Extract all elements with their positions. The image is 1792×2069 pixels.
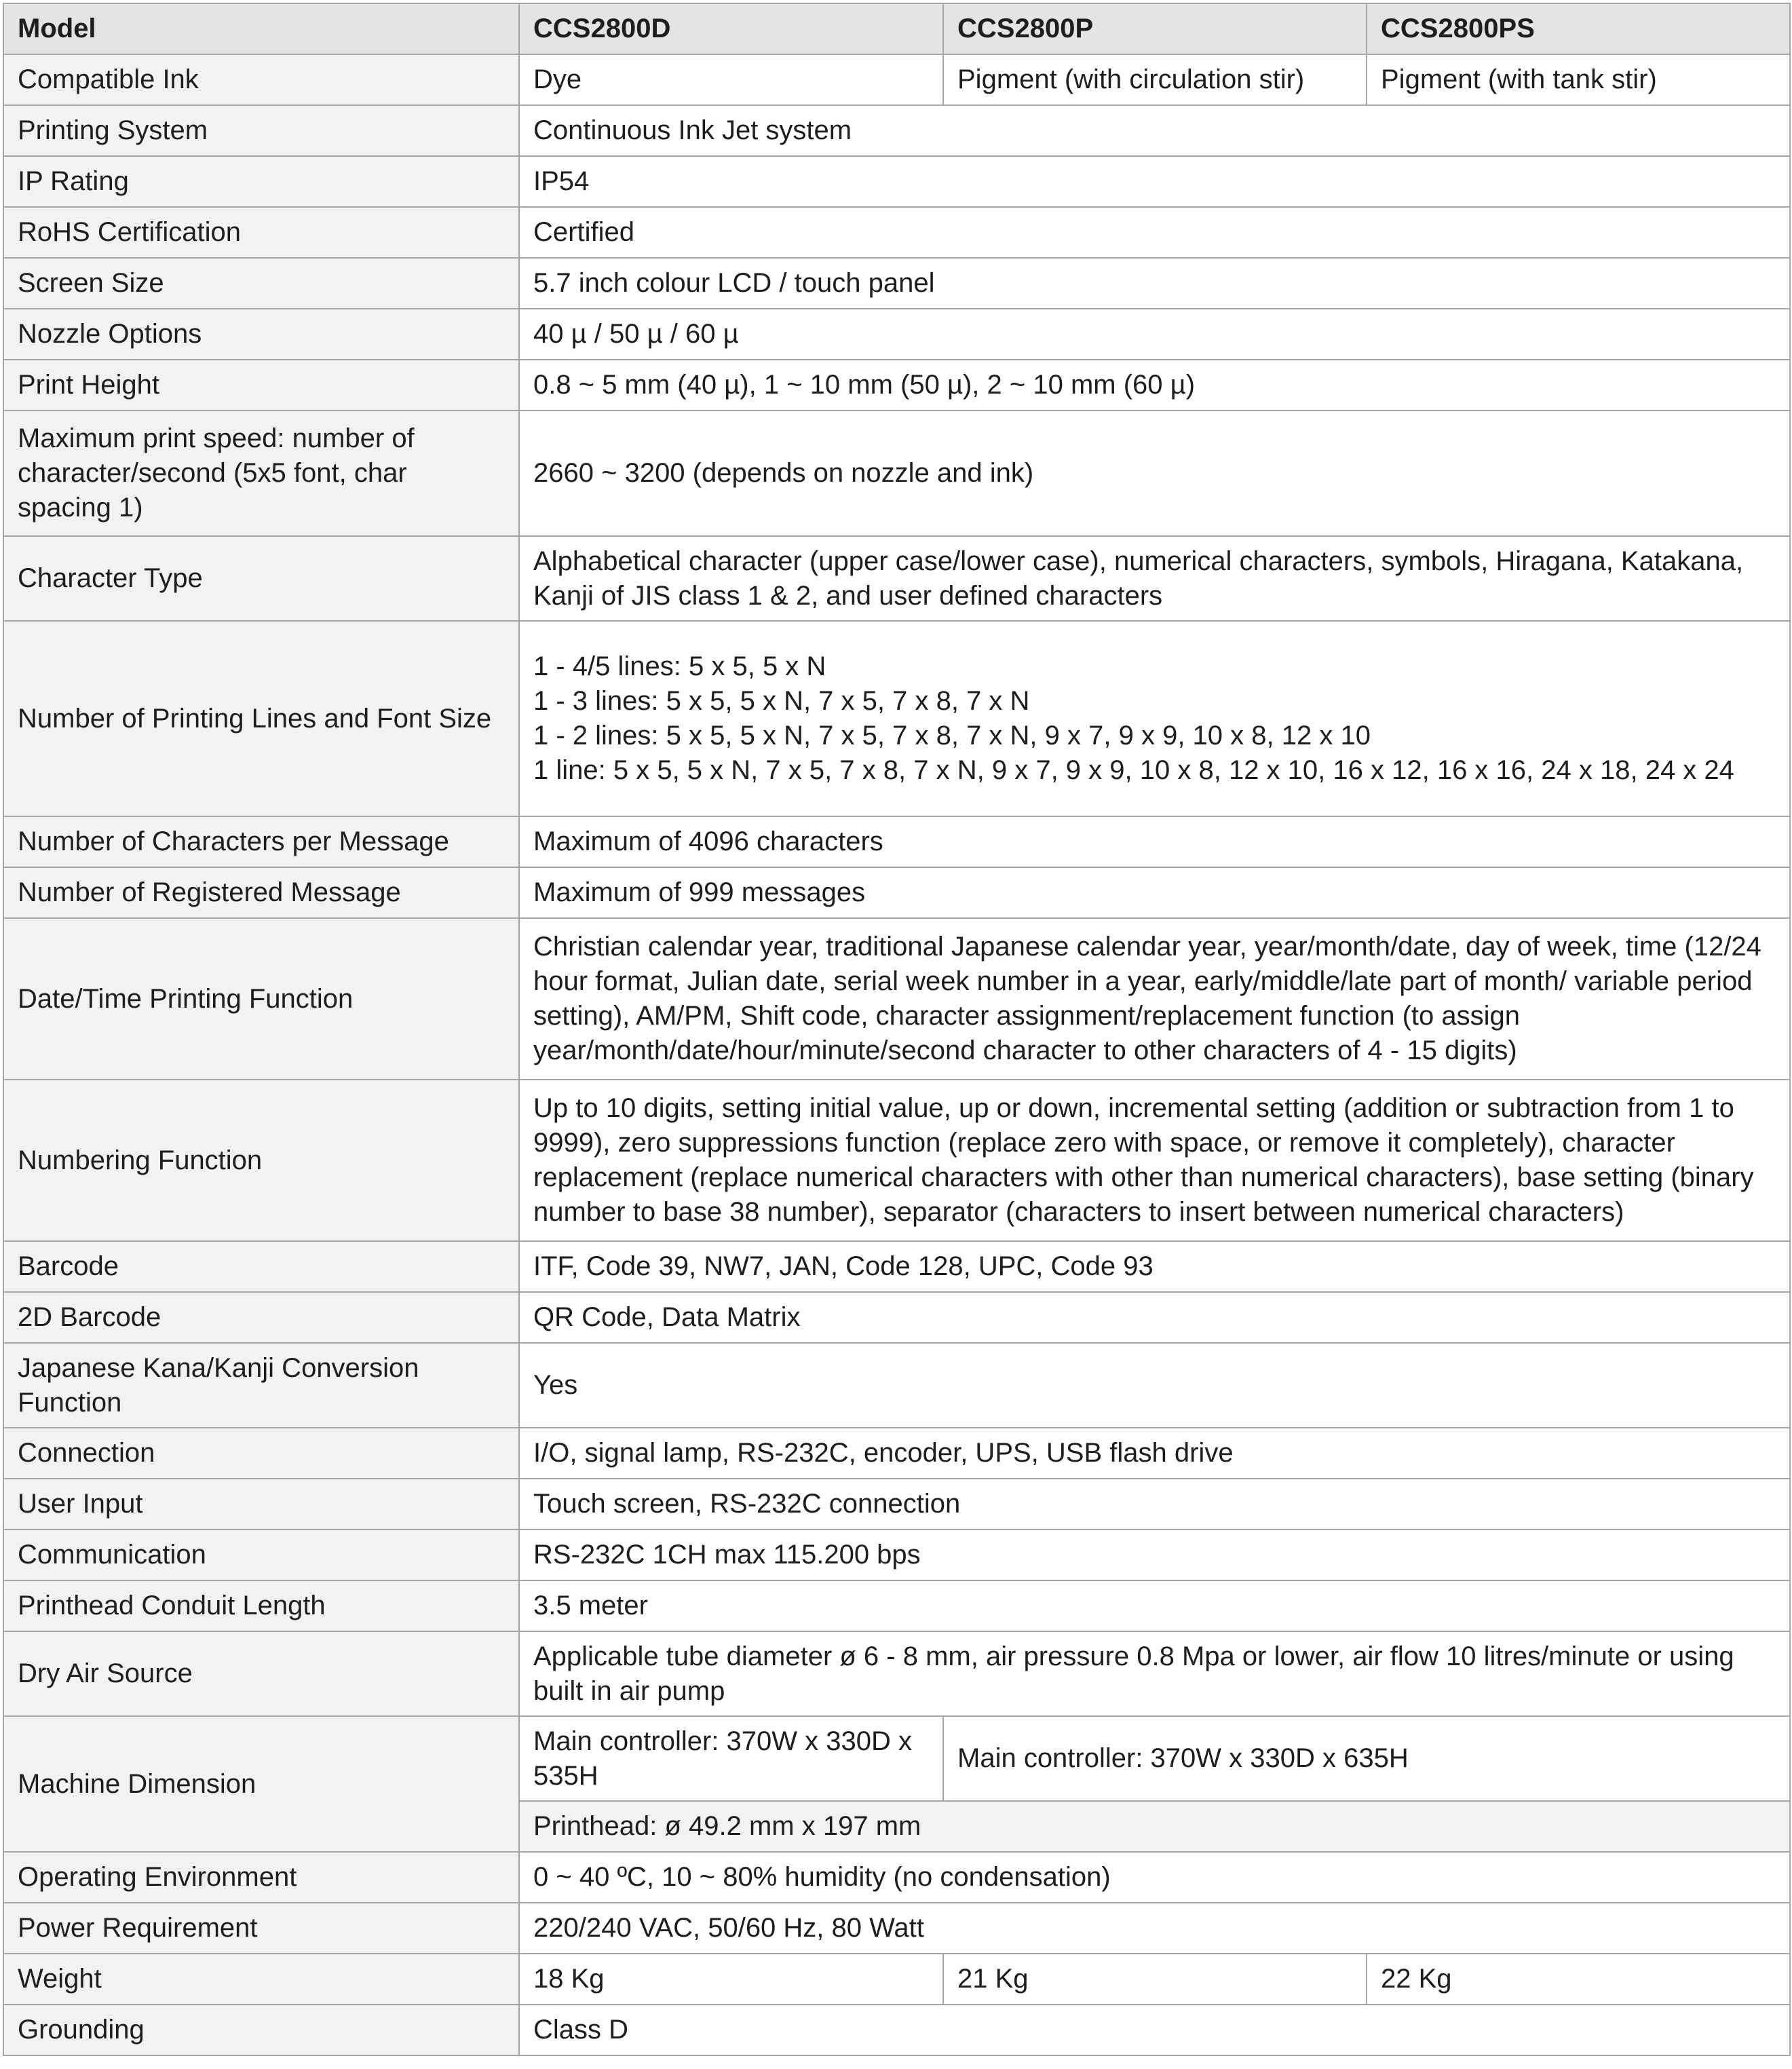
row-label: Number of Characters per Message [3,816,519,867]
row-label: Weight [3,1954,519,2005]
row-label: Printhead Conduit Length [3,1580,519,1631]
header-row [3,3,1790,54]
table-body [3,54,1790,2055]
row-value: 21 Kg [943,1954,1367,2005]
font-size-line: 1 - 4/5 lines: 5 x 5, 5 x N [533,651,826,681]
row-label: 2D Barcode [3,1292,519,1343]
table-row [3,1479,1790,1530]
row-value: Main controller: 370W x 330D x 635H [943,1716,1790,1801]
table-row [3,1716,1790,1801]
header-model-ccs2800ps: CCS2800PS [1367,3,1790,54]
row-value: I/O, signal lamp, RS-232C, encoder, UPS, USB flash drive [519,1428,1790,1479]
table-header [3,3,1790,54]
table-row [3,207,1790,258]
table-row [3,1852,1790,1903]
table-row [3,1580,1790,1631]
row-label: Connection [3,1428,519,1479]
row-value: Main controller: 370W x 330D x 535H [519,1716,943,1801]
font-size-line: 1 - 2 lines: 5 x 5, 5 x N, 7 x 5, 7 x 8, 7 x N, 9 x 7, 9 x 9, 10 x 8, 12 x 10 [533,721,1371,751]
row-value: Printhead: ø 49.2 mm x 197 mm [519,1801,1790,1852]
font-size-line: 1 - 3 lines: 5 x 5, 5 x N, 7 x 5, 7 x 8, 7 x N [533,686,1030,716]
row-label: Machine Dimension [3,1716,519,1852]
row-value: 0 ~ 40 ºC, 10 ~ 80% humidity (no condensation) [519,1852,1790,1903]
row-value: Certified [519,207,1790,258]
table-row [3,1631,1790,1716]
row-label: Number of Printing Lines and Font Size [3,621,519,816]
row-label: Barcode [3,1241,519,1292]
header-model-ccs2800d: CCS2800D [519,3,943,54]
row-label: User Input [3,1479,519,1530]
row-value: Applicable tube diameter ø 6 - 8 mm, air pressure 0.8 Mpa or lower, air flow 10 litres/minute or using built in air pump [519,1631,1790,1716]
table-row [3,1903,1790,1954]
row-label: Operating Environment [3,1852,519,1903]
spec-table [3,3,1791,2056]
row-value: QR Code, Data Matrix [519,1292,1790,1343]
table-row [3,1080,1790,1241]
row-value: Pigment (with circulation stir) [943,54,1367,105]
row-value: Maximum of 4096 characters [519,816,1790,867]
row-value: 220/240 VAC, 50/60 Hz, 80 Watt [519,1903,1790,1954]
header-model-ccs2800p: CCS2800P [943,3,1367,54]
row-value: 18 Kg [519,1954,943,2005]
row-value: Pigment (with tank stir) [1367,54,1790,105]
table-row [3,2005,1790,2055]
table-row [3,411,1790,536]
row-value [519,621,1790,816]
row-value: Dye [519,54,943,105]
table-row [3,1428,1790,1479]
row-value: 2660 ~ 3200 (depends on nozzle and ink) [519,411,1790,536]
row-label: Number of Registered Message [3,867,519,918]
row-label: IP Rating [3,156,519,207]
row-label: RoHS Certification [3,207,519,258]
table-row [3,258,1790,309]
table-row [3,360,1790,411]
row-value: Up to 10 digits, setting initial value, up or down, incremental setting (addition or subtraction from 1 to 9999), zero suppressions function (replace zero with space, or remove it completely), character replacement (replace numerical characters with other than numerical characters), base setting (binary number to base 38 number), separator (characters to insert between numerical characters) [519,1080,1790,1241]
table-row [3,1241,1790,1292]
row-value: 22 Kg [1367,1954,1790,2005]
table-row [3,621,1790,816]
row-value: IP54 [519,156,1790,207]
row-value: Maximum of 999 messages [519,867,1790,918]
row-label: Nozzle Options [3,309,519,360]
row-label: Grounding [3,2005,519,2055]
row-label: Print Height [3,360,519,411]
row-label: Maximum print speed: number of character/second (5x5 font, char spacing 1) [3,411,519,536]
header-model-label: Model [3,3,519,54]
table-row [3,867,1790,918]
row-value: Class D [519,2005,1790,2055]
row-value: Continuous Ink Jet system [519,105,1790,156]
row-label: Japanese Kana/Kanji Conversion Function [3,1343,519,1428]
row-value: ITF, Code 39, NW7, JAN, Code 128, UPC, Code 93 [519,1241,1790,1292]
row-label: Compatible Ink [3,54,519,105]
row-value: Alphabetical character (upper case/lower case), numerical characters, symbols, Hiragana, Katakana, Kanji of JIS class 1 & 2, and user defined characters [519,536,1790,621]
row-label: Dry Air Source [3,1631,519,1716]
row-value: RS-232C 1CH max 115.200 bps [519,1530,1790,1580]
table-row [3,1343,1790,1428]
row-value: 0.8 ~ 5 mm (40 µ), 1 ~ 10 mm (50 µ), 2 ~ 10 mm (60 µ) [519,360,1790,411]
row-value: 40 µ / 50 µ / 60 µ [519,309,1790,360]
table-row [3,156,1790,207]
row-value: Christian calendar year, traditional Japanese calendar year, year/month/date, day of week, time (12/24 hour format, Julian date, serial week number in a year, early/middle/late part of month/ variable period setting), AM/PM, Shift code, character assignment/replacement function (to assign year/month/date/hour/minute/second character to other characters of 4 - 15 digits) [519,918,1790,1080]
row-label: Printing System [3,105,519,156]
row-label: Character Type [3,536,519,621]
row-value: Yes [519,1343,1790,1428]
row-value: Touch screen, RS-232C connection [519,1479,1790,1530]
table-row [3,816,1790,867]
row-label: Date/Time Printing Function [3,918,519,1080]
table-row [3,54,1790,105]
table-row [3,309,1790,360]
table-row [3,1954,1790,2005]
row-label: Power Requirement [3,1903,519,1954]
table-row [3,1530,1790,1580]
row-value: 3.5 meter [519,1580,1790,1631]
row-value: 5.7 inch colour LCD / touch panel [519,258,1790,309]
table-row [3,918,1790,1080]
table-row [3,536,1790,621]
table-row [3,105,1790,156]
table-row [3,1292,1790,1343]
row-label: Numbering Function [3,1080,519,1241]
row-label: Screen Size [3,258,519,309]
font-size-line: 1 line: 5 x 5, 5 x N, 7 x 5, 7 x 8, 7 x N, 9 x 7, 9 x 9, 10 x 8, 12 x 10, 16 x 12, 16 x 16, 24 x 18, 24 x 24 [533,755,1734,785]
row-label: Communication [3,1530,519,1580]
